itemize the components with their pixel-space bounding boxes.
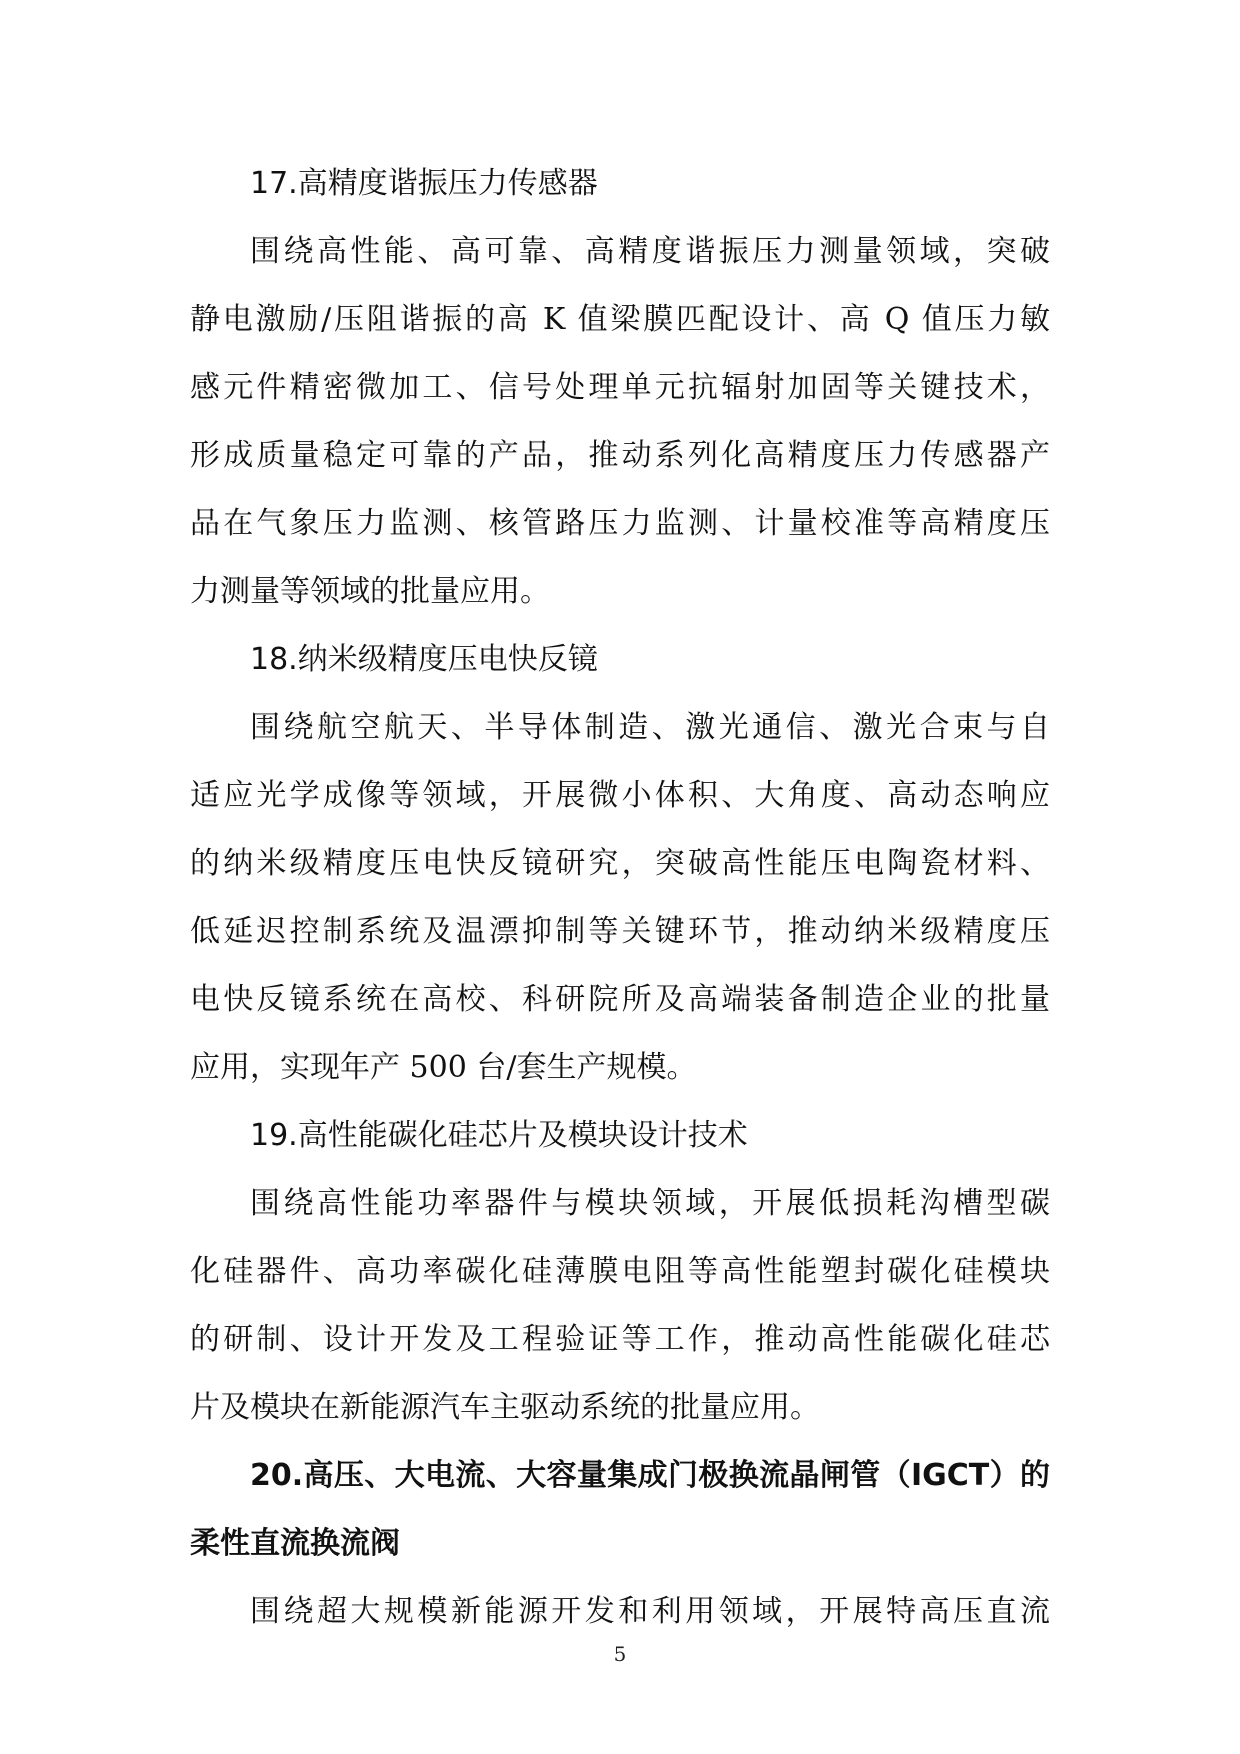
section-heading-19: 19.高性能碳化硅芯片及模块设计技术 bbox=[250, 1118, 748, 1153]
section-body-18 bbox=[190, 694, 1050, 1102]
page-number: 5 bbox=[613, 1642, 627, 1666]
body-line: 围绕超大规模新能源开发和利用领域，开展特高压直流 bbox=[250, 1594, 1050, 1629]
section-body-17 bbox=[190, 218, 1050, 626]
section-heading-18: 18.纳米级精度压电快反镜 bbox=[250, 642, 598, 677]
section-body-20 bbox=[190, 1578, 1050, 1646]
body-line: 围绕航空航天、半导体制造、激光通信、激光合束与自 bbox=[250, 710, 1050, 745]
body-line: 电快反镜系统在高校、科研院所及高端装备制造企业的批量 bbox=[190, 982, 1050, 1017]
body-line: 的研制、设计开发及工程验证等工作，推动高性能碳化硅芯 bbox=[190, 1322, 1050, 1357]
body-line: 应用，实现年产 500 台/套生产规模。 bbox=[190, 1050, 697, 1085]
body-line: 低延迟控制系统及温漂抑制等关键环节，推动纳米级精度压 bbox=[190, 914, 1050, 949]
body-line: 适应光学成像等领域，开展微小体积、大角度、高动态响应 bbox=[190, 778, 1050, 813]
section-heading-17: 17.高精度谐振压力传感器 bbox=[250, 166, 598, 201]
section-body-19 bbox=[190, 1170, 1050, 1442]
body-line: 围绕高性能功率器件与模块领域，开展低损耗沟槽型碳 bbox=[250, 1186, 1050, 1221]
body-line: 力测量等领域的批量应用。 bbox=[190, 574, 550, 609]
body-line: 品在气象压力监测、核管路压力监测、计量校准等高精度压 bbox=[190, 506, 1050, 541]
section-heading-20: 20.高压、大电流、大容量集成门极换流晶闸管（IGCT）的柔性直流换流阀 bbox=[190, 1458, 1050, 1561]
body-line: 片及模块在新能源汽车主驱动系统的批量应用。 bbox=[190, 1390, 820, 1425]
body-line: 静电激励/压阻谐振的高 K 值梁膜匹配设计、高 Q 值压力敏 bbox=[190, 302, 1050, 337]
body-line: 围绕高性能、高可靠、高精度谐振压力测量领域，突破 bbox=[250, 234, 1050, 269]
page-content bbox=[190, 150, 1050, 1646]
body-line: 形成质量稳定可靠的产品，推动系列化高精度压力传感器产 bbox=[190, 438, 1050, 473]
body-line: 化硅器件、高功率碳化硅薄膜电阻等高性能塑封碳化硅模块 bbox=[190, 1254, 1050, 1289]
body-line: 的纳米级精度压电快反镜研究，突破高性能压电陶瓷材料、 bbox=[190, 846, 1050, 881]
body-line: 感元件精密微加工、信号处理单元抗辐射加固等关键技术， bbox=[190, 370, 1050, 405]
